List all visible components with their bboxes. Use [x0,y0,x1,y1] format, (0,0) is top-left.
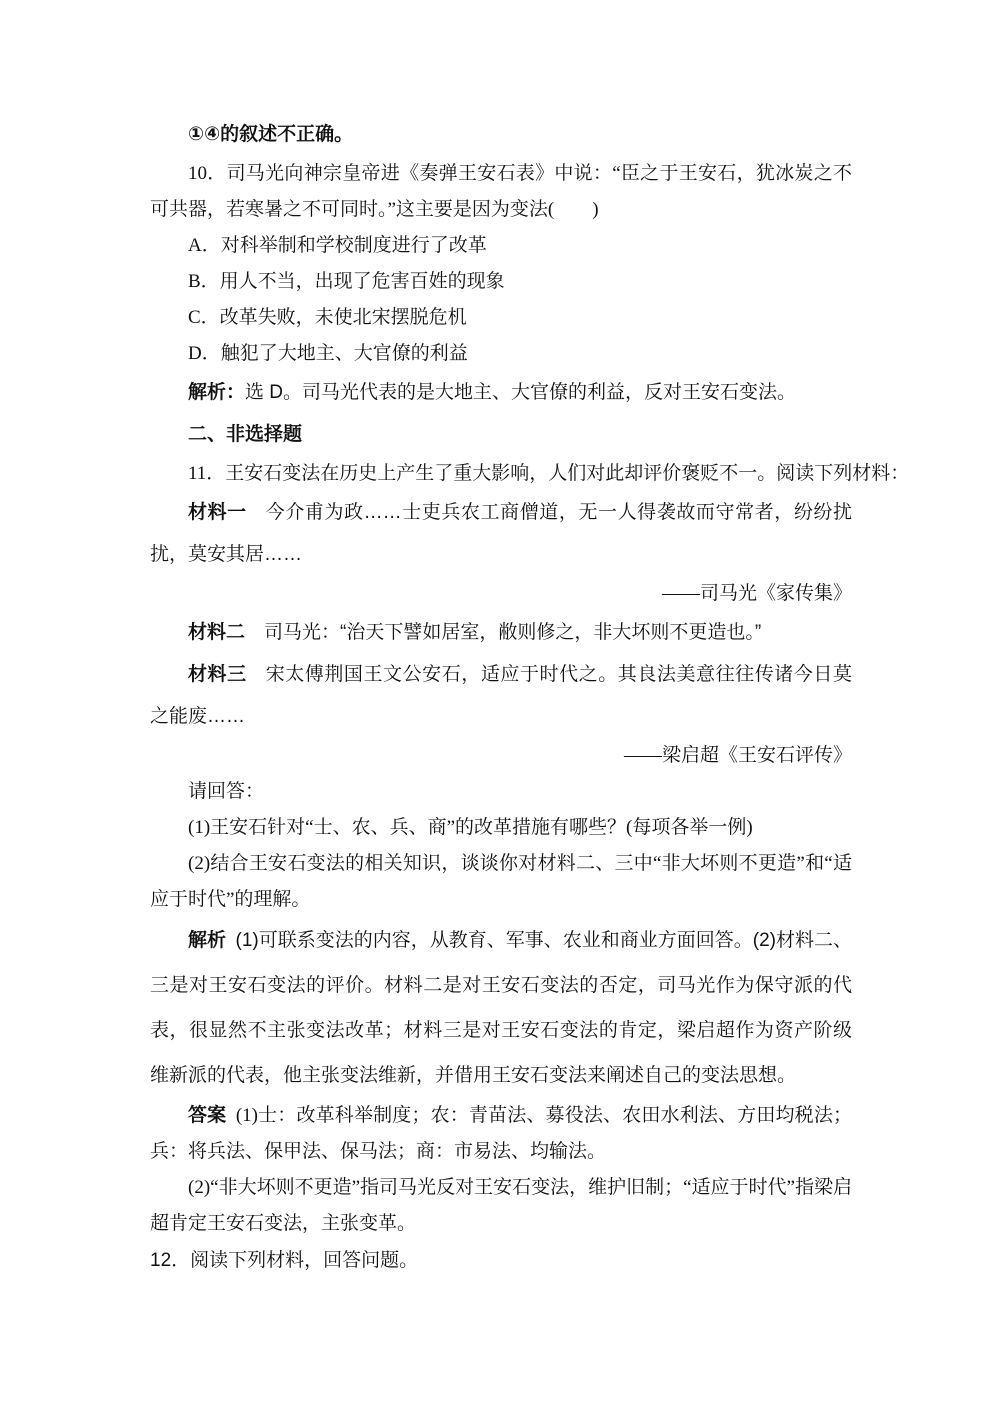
analysis-label: 解析 [188,930,227,951]
material-2 [150,612,852,654]
material-2-text: 司马光：“治天下譬如居室，敝则修之，非大坏则不更造也。” [264,622,762,643]
question-12: 12．阅读下列材料，回答问题。 [150,1250,419,1271]
material-1-text: 今介甫为政……士吏兵农工商僧道，无一人得袭故而守常者，纷纷扰扰，莫安其居…… [150,502,852,565]
question-10-option-d: D．触犯了大地主、大官僚的利益 [188,343,468,364]
analysis-label: 解析： [188,382,246,403]
question-10: 10．司马光向神宗皇帝进《奏弹王安石表》中说：“臣之于王安石，犹冰炭之不可共器，若寒暑之不可同时。”这主要是因为变法( ) [150,163,852,220]
question-10-option-a: A．对科举制和学校制度进行了改革 [188,235,487,256]
question-11-sub1: (1)王安石针对“士、农、兵、商”的改革措施有哪些？(每项各举一例) [188,817,753,838]
material-1-label: 材料一 [188,502,247,523]
answer-label: 答案 [188,1105,227,1126]
material-1 [150,492,852,576]
question-11: 11．王安石变法在历史上产生了重大影响，人们对此却评价褒贬不一。阅读下列材料： [188,463,910,484]
material-1-source-attribution: ——司马光《家传集》 [661,583,852,604]
question-11-analysis [150,918,852,1098]
document-body [150,114,910,1280]
answer-prompt: 请回答： [188,781,265,802]
question-11-sub2: (2)结合王安石变法的相关知识，谈谈你对材料二、三中“非大坏则不更造”和“适应于时代”的理解。 [150,853,852,910]
material-3 [150,654,852,738]
question-11-answer-part1 [150,1098,852,1170]
analysis-text: (1)可联系变法的内容，从教育、军事、农业和商业方面回答。(2)材料二、三是对王安石变法的评价。材料二是对王安石变法的否定，司马光作为保守派的代表，很显然不主张变法改革；材料三是对王安石变法的肯定，梁启超作为资产阶级维新派的代表，他主张变法维新，并借用王安石变法来阐述自己的变法思想。 [150,930,852,1086]
answer-text: (1)士：改革科举制度；农：青苗法、募役法、农田水利法、方田均税法；兵：将兵法、保甲法、保马法；商：市易法、均输法。 [150,1105,852,1162]
question-10-option-b: B．用人不当，出现了危害百姓的现象 [188,271,505,292]
question-11-answer-part2: (2)“非大坏则不更造”指司马光反对王安石变法，维护旧制；“适应于时代”指梁启超肯定王安石变法，主张变革。 [150,1177,852,1234]
answer-continuation-text: ①④的叙述不正确。 [188,124,354,145]
material-3-label: 材料三 [188,664,247,685]
material-3-source-attribution: ——梁启超《王安石评传》 [623,745,852,766]
question-10-analysis [150,372,852,414]
question-10-option-c: C．改革失败，未使北宋摆脱危机 [188,307,467,328]
analysis-text: 选 D。司马光代表的是大地主、大官僚的利益，反对王安石变法。 [245,382,797,403]
material-3-text: 宋太傅荆国王文公安石，适应于时代之。其良法美意往往传诸今日莫之能废…… [150,664,852,727]
section-heading-non-choice: 二、非选择题 [188,424,303,445]
material-2-label: 材料二 [188,622,246,643]
